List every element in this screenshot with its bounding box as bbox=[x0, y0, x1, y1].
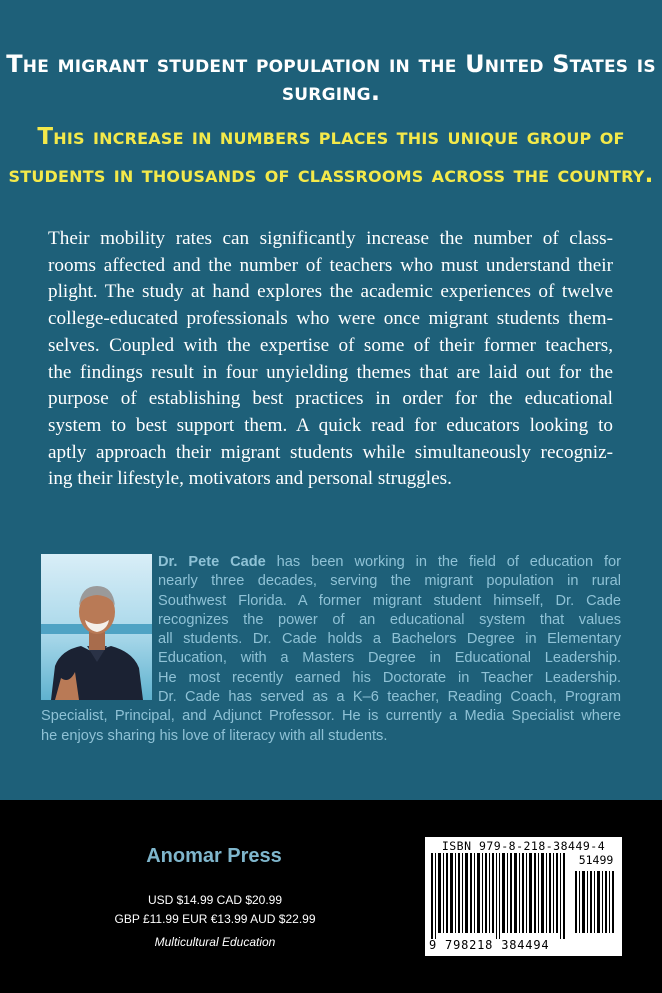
bio-line: he enjoys sharing his love of literacy with all students. bbox=[41, 727, 388, 744]
bio-line: Dr. Cade has served as a K–6 teacher, Reading Coach, Program bbox=[158, 689, 621, 706]
publisher-name: Anomar Press bbox=[146, 845, 282, 867]
headline-sub-line: students in thousands of classrooms across the country. bbox=[8, 162, 654, 188]
blurb-line: Their mobility rates can significantly increase the number of class- bbox=[48, 228, 613, 249]
headline-main: The migrant student population in the United States is surging. bbox=[6, 50, 656, 106]
bio-line: Dr. Pete Cade has been working in the field of education for bbox=[158, 554, 621, 570]
blurb-line: selves. Coupled with the expertise of some of their former teachers, bbox=[48, 334, 613, 356]
author-bio bbox=[41, 553, 621, 746]
blurb-line: purpose of establishing best practices in order for the educational bbox=[48, 388, 613, 410]
bio-line: Education, with a Masters Degree in Educational Leadership. bbox=[158, 650, 621, 667]
blurb-line: the findings result in four unyielding themes that are laid out for the bbox=[48, 361, 613, 383]
book-category: Multicultural Education bbox=[154, 935, 276, 949]
blurb-line: system to best support them. A quick read for educators looking to bbox=[48, 414, 613, 436]
price-line: GBP £11.99 EUR €13.99 AUD $22.99 bbox=[114, 912, 316, 926]
author-name: Dr. Pete Cade bbox=[158, 554, 266, 570]
blurb-line: ing their lifestyle, motivators and personal struggles. bbox=[48, 468, 452, 490]
isbn-label: ISBN 979-8-218-38449-4 bbox=[441, 839, 606, 853]
isbn-barcode bbox=[425, 837, 622, 956]
book-blurb bbox=[48, 226, 613, 493]
bio-line: nearly three decades, serving the migrant population in rural bbox=[158, 573, 621, 590]
blurb-line: plight. The study at hand explores the academic experiences of twelve bbox=[48, 281, 613, 303]
barcode-price-code: 51499 bbox=[578, 853, 614, 867]
blurb-line: rooms affected and the number of teachers who must understand their bbox=[48, 254, 613, 276]
bio-line: all students. Dr. Cade holds a Bachelors Degree in Elementary bbox=[158, 631, 621, 648]
bio-line: Southwest Florida. A former migrant student himself, Dr. Cade bbox=[158, 592, 621, 609]
blurb-line: aptly approach their migrant students while simultaneously recogniz- bbox=[48, 441, 613, 463]
blurb-line: college-educated professionals who were once migrant students them- bbox=[48, 308, 613, 330]
bio-line: recognizes the power of an educational system that values bbox=[158, 611, 621, 628]
headline-sub-line: This increase in numbers places this unique group of bbox=[37, 124, 625, 150]
headline-sub bbox=[0, 118, 662, 194]
bio-line: Specialist, Principal, and Adjunct Professor. He is currently a Media Specialist where bbox=[41, 708, 621, 725]
barcode-number: 9 798218 384494 bbox=[429, 938, 550, 952]
price-line: USD $14.99 CAD $20.99 bbox=[147, 893, 283, 907]
bio-line: He most recently earned his Doctorate in Teacher Leadership. bbox=[158, 669, 621, 686]
